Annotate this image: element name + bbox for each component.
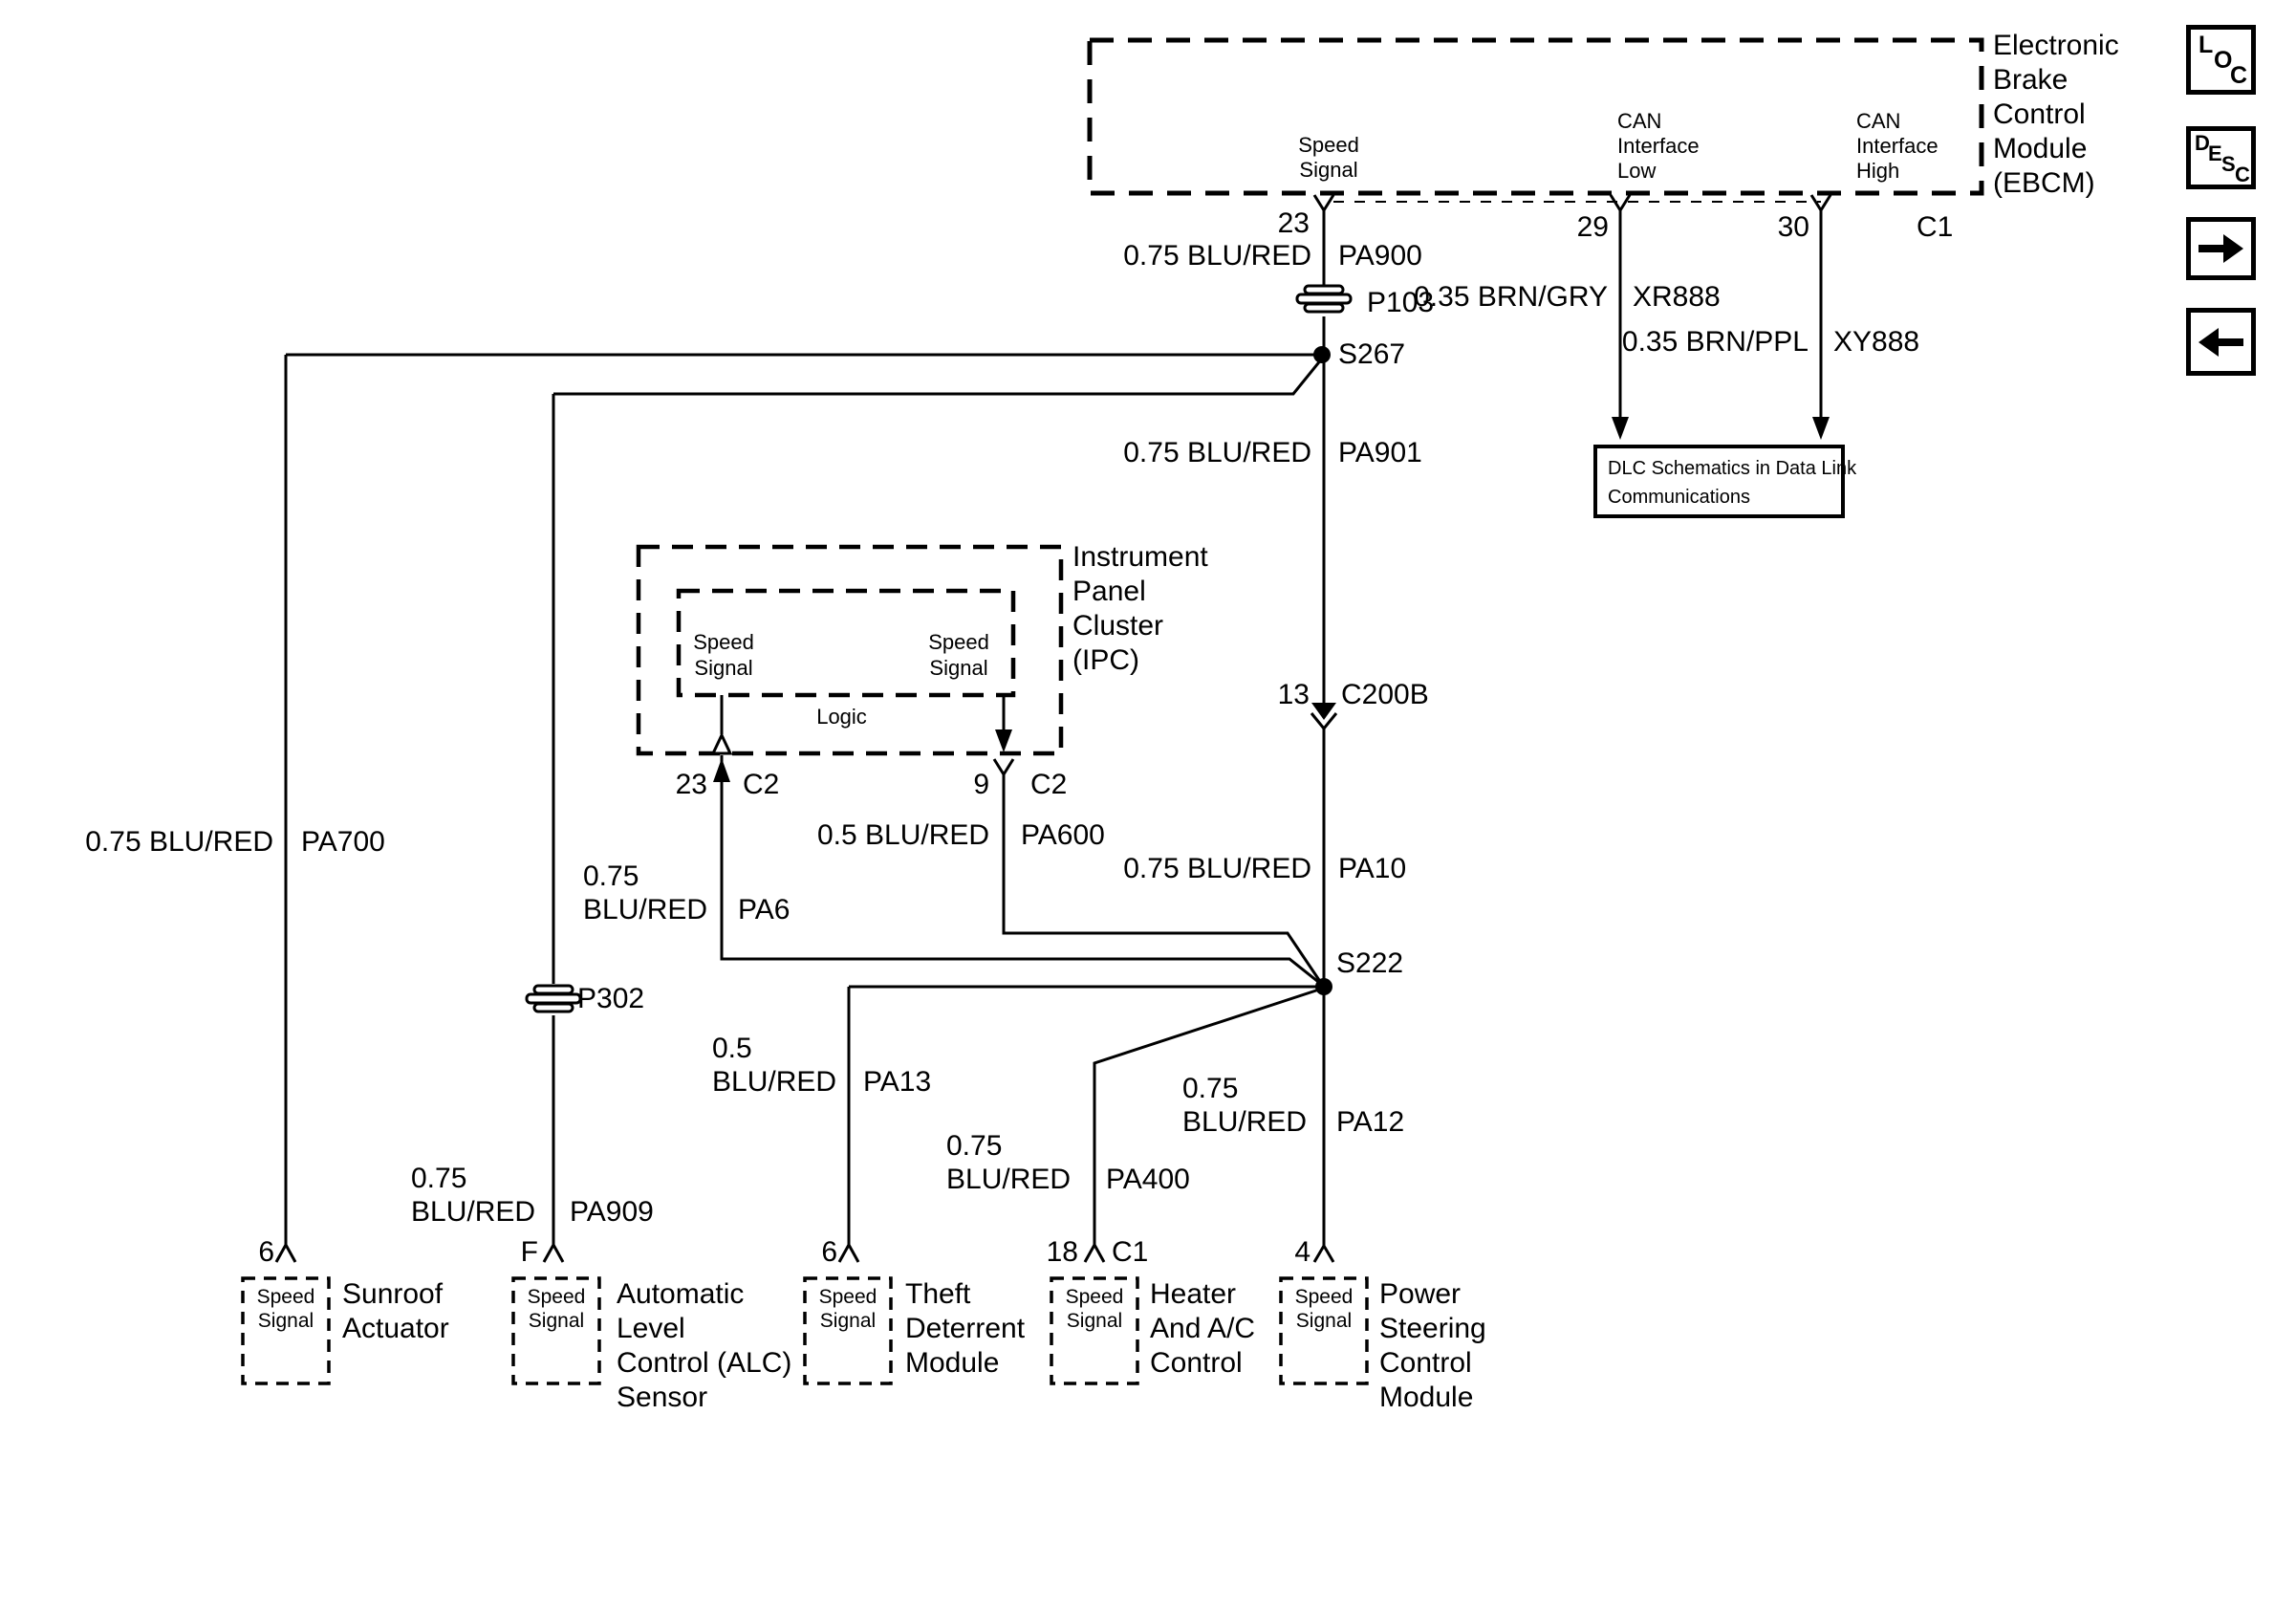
ipc-speed-signal-right-label: Speed Signal [928, 630, 989, 680]
heater-title: Heater And A/C Control [1150, 1278, 1256, 1379]
wire-pa400-spec-line1: 0.75 [946, 1130, 1003, 1162]
wire-pa12-spec-line2: BLU/RED [1182, 1106, 1308, 1138]
wire-xy888-spec: 0.35 BRN/PPL [1621, 326, 1809, 358]
wire-pa6-spec-line2: BLU/RED [583, 894, 708, 925]
right-arrow-icon [2191, 222, 2251, 275]
wire-pa909-circuit: PA909 [570, 1196, 654, 1228]
wire-pa700-circuit: PA700 [301, 826, 385, 858]
sunroof-box-label: Speed Signal [256, 1286, 315, 1332]
theft-title: Theft Deterrent Module [905, 1278, 1026, 1379]
power-steering-pin-terminal-icon [1314, 1246, 1333, 1262]
ipc-pin23-number: 23 [675, 769, 707, 800]
heater-pin-number: 18 [1046, 1236, 1078, 1268]
wire-s267-to-pa909 [553, 359, 1322, 394]
ipc-pin9-terminal-icon [994, 759, 1013, 774]
ipc-speed-signal-left-label: Speed Signal [693, 630, 754, 680]
s267-splice-label: S267 [1338, 338, 1406, 370]
wire-pa909-spec-line2: BLU/RED [411, 1196, 536, 1228]
ebcm-title: Electronic Brake Control Module (EBCM) [1993, 30, 2119, 199]
xy888-arrowhead-icon [1812, 417, 1830, 440]
p103-splice-label: P103 [1367, 287, 1435, 318]
ebcm-box [1090, 40, 1982, 193]
c200b-pin-number: 13 [1277, 679, 1310, 710]
p103-splice-icon [1297, 286, 1351, 312]
next-page-button[interactable] [2186, 217, 2256, 280]
dlc-reference-text[interactable]: DLC Schematics in Data Link Communications [1608, 458, 1857, 508]
theft-pin-number: 6 [821, 1236, 837, 1268]
ipc-pin9-arrow-icon [995, 729, 1012, 752]
wire-pa400-spec-line2: BLU/RED [946, 1164, 1072, 1195]
sunroof-title: Sunroof Actuator [342, 1278, 449, 1344]
p302-splice-label: P302 [577, 983, 645, 1014]
ipc-logic-label: Logic [816, 705, 867, 729]
ipc-title: Instrument Panel Cluster (IPC) [1072, 541, 1208, 676]
wire-pa10-spec: 0.75 BLU/RED [1123, 853, 1311, 884]
wire-xr888-spec: 0.35 BRN/GRY [1414, 281, 1608, 313]
desc-letter-s: S [2221, 152, 2236, 176]
c200b-connector-icon [1311, 703, 1336, 729]
left-arrow-icon [2191, 313, 2251, 371]
wire-pa13-spec-line1: 0.5 [712, 1033, 752, 1064]
ebcm-pin23-number: 23 [1277, 207, 1310, 239]
wire-xy888-circuit: XY888 [1833, 326, 1920, 358]
ipc-pin9-connector: C2 [1030, 769, 1068, 800]
xr888-arrowhead-icon [1612, 417, 1629, 440]
theft-box-label: Speed Signal [818, 1286, 877, 1332]
wire-pa900-spec: 0.75 BLU/RED [1123, 240, 1311, 272]
power-steering-title: Power Steering Control Module [1379, 1278, 1486, 1413]
dlc-reference-box[interactable] [1593, 445, 1857, 518]
ebcm-speed-signal-label [1281, 133, 1376, 183]
desc-letter-c: C [2235, 163, 2250, 186]
wire-pa400-circuit: PA400 [1106, 1164, 1190, 1195]
wire-pa10-circuit: PA10 [1338, 853, 1407, 884]
wire-pa700-spec: 0.75 BLU/RED [85, 826, 273, 858]
wire-pa909-spec-line1: 0.75 [411, 1163, 467, 1194]
ipc-pin23-socket-icon [713, 735, 730, 753]
wire-pa909 [544, 394, 563, 1262]
wire-pa901-circuit: PA901 [1338, 437, 1422, 468]
desc-letter-e: E [2208, 142, 2222, 165]
ebcm-pin23-terminal-icon [1314, 195, 1333, 210]
ipc-pin9-number: 9 [973, 769, 989, 800]
loc-letter-l: L [2199, 32, 2214, 58]
desc-letter-d: D [2195, 131, 2210, 155]
sunroof-pin-number: 6 [258, 1236, 274, 1268]
loc-letter-o: O [2214, 47, 2233, 74]
ebcm-connector-label: C1 [1917, 211, 1954, 243]
ebcm-pin29-number: 29 [1576, 211, 1609, 243]
ebcm-speed-signal-line1: Speed [1298, 133, 1359, 157]
alc-title: Automatic Level Control (ALC) Sensor [617, 1278, 792, 1413]
wire-pa901-spec: 0.75 BLU/RED [1123, 437, 1311, 468]
wire-pa700 [276, 355, 295, 1262]
alc-box-label: Speed Signal [527, 1286, 586, 1332]
wire-pa13-spec-line2: BLU/RED [712, 1066, 837, 1098]
heater-pin-connector: C1 [1112, 1236, 1149, 1268]
ebcm-can-low-label: CAN Interface Low [1617, 109, 1700, 183]
wire-pa12-spec-line1: 0.75 [1182, 1073, 1239, 1104]
s222-splice-label: S222 [1336, 947, 1404, 979]
wire-pa900-circuit: PA900 [1338, 240, 1422, 272]
loc-letter-c: C [2230, 62, 2248, 89]
wire-pa6-circuit: PA6 [738, 894, 791, 925]
loc-button[interactable] [2186, 25, 2256, 95]
power-steering-box-label: Speed Signal [1294, 1286, 1354, 1332]
wire-pa6-spec-line1: 0.75 [583, 860, 639, 892]
s267-splice-dot [1313, 346, 1331, 363]
wire-pa600-spec: 0.5 BLU/RED [817, 819, 990, 851]
power-steering-pin-number: 4 [1294, 1236, 1310, 1268]
c200b-name: C200B [1341, 679, 1429, 710]
wire-pa12-circuit: PA12 [1336, 1106, 1405, 1138]
s222-splice-dot [1315, 978, 1332, 995]
p302-splice-icon [527, 986, 580, 1012]
heater-box-label: Speed Signal [1065, 1286, 1124, 1332]
ipc-pin23-arrow-icon [713, 758, 730, 782]
wire-pa600-circuit: PA600 [1021, 819, 1105, 851]
wire-xr888-circuit: XR888 [1633, 281, 1721, 313]
desc-button[interactable] [2186, 126, 2256, 189]
ebcm-speed-signal-line2: Signal [1299, 158, 1358, 182]
ipc-pin23-connector: C2 [743, 769, 780, 800]
previous-page-button[interactable] [2186, 308, 2256, 376]
ebcm-pin30-number: 30 [1777, 211, 1809, 243]
ebcm-can-high-label: CAN Interface High [1856, 109, 1939, 183]
wire-pa13-circuit: PA13 [863, 1066, 932, 1098]
alc-pin-number: F [520, 1236, 538, 1268]
